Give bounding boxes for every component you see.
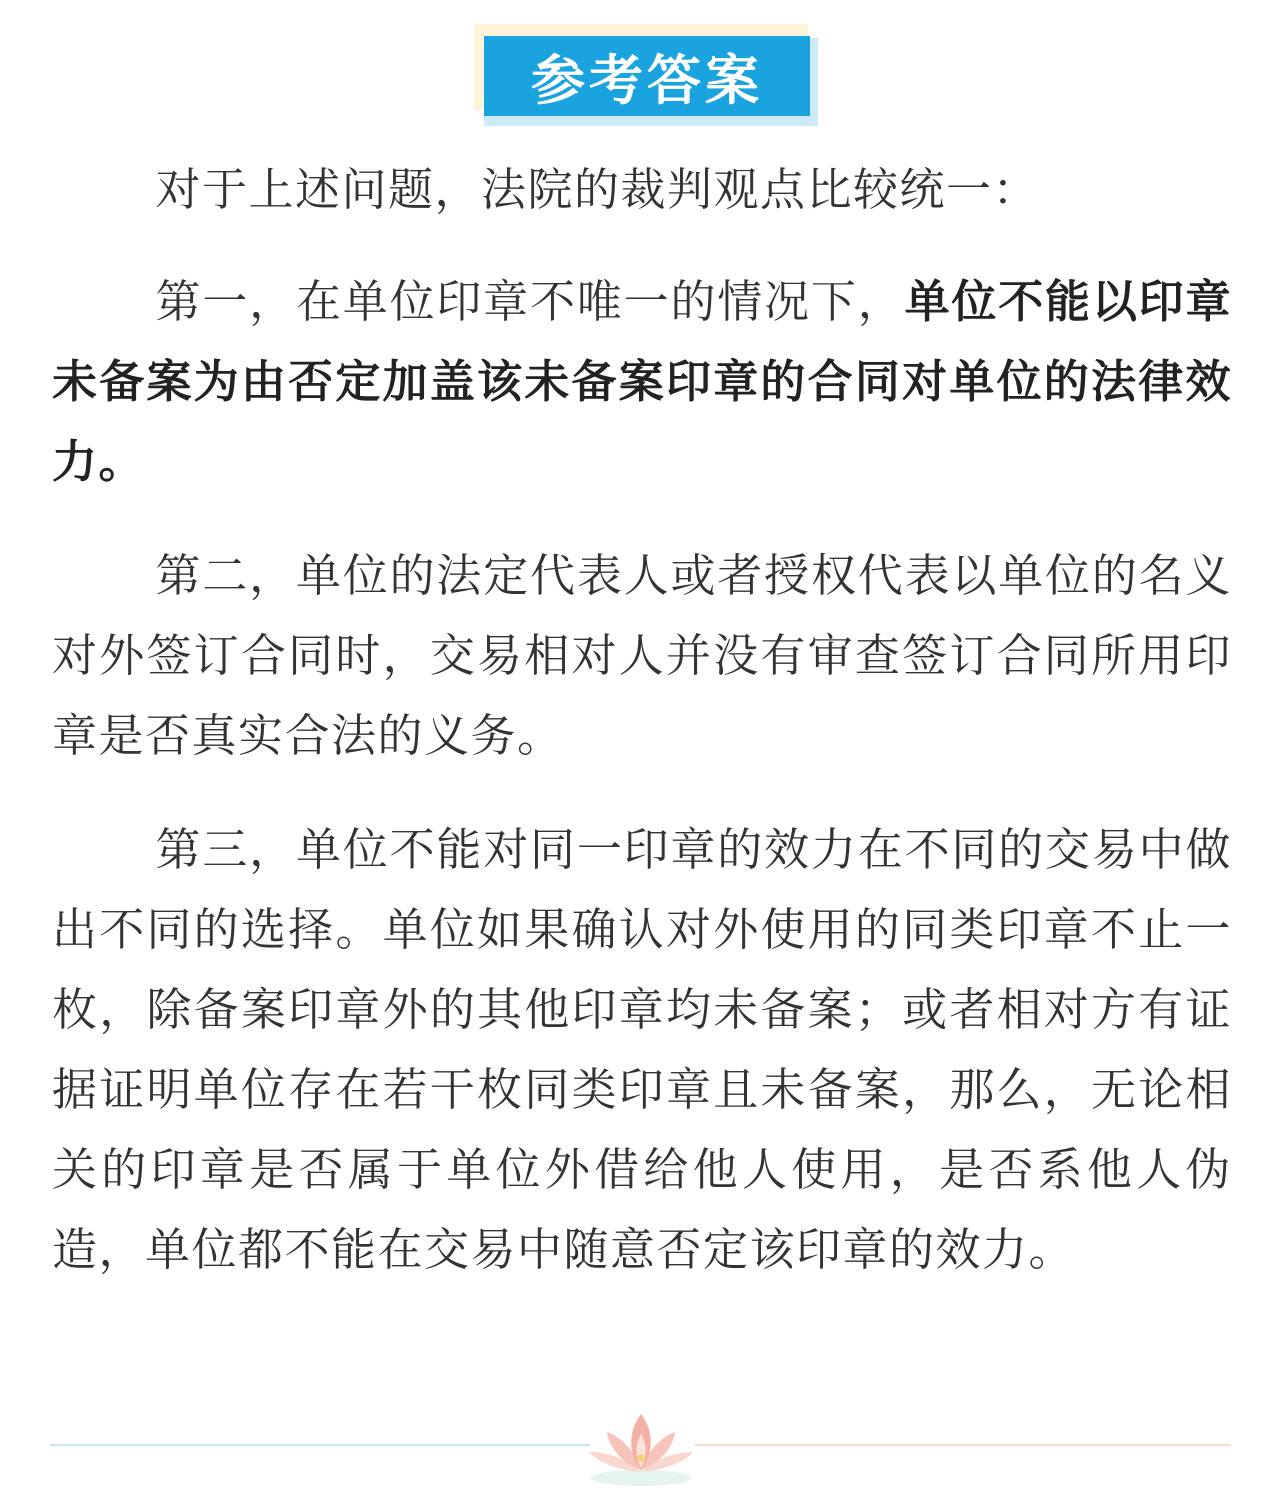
title-box bbox=[484, 36, 810, 116]
page-title: 参考答案 bbox=[531, 48, 763, 112]
footer-divider-left bbox=[50, 1444, 590, 1446]
point-one-lead: 第一，在单位印章不唯一的情况下， bbox=[155, 275, 905, 328]
point-one-emphasis: 单位不能以印章未备案为由否定加盖该未备案印章的合同对单位的法律效力。 bbox=[52, 275, 1232, 488]
point-one-paragraph bbox=[52, 262, 1232, 502]
title-banner bbox=[474, 24, 820, 126]
intro-paragraph: 对于上述问题，法院的裁判观点比较统一： bbox=[155, 163, 1040, 216]
point-two-paragraph: 第二，单位的法定代表人或者授权代表以单位的名义对外签订合同时，交易相对人并没有审查签订合同所用印章是否真实合法的义务。 bbox=[52, 549, 1232, 762]
footer-divider-right bbox=[695, 1444, 1231, 1446]
lotus-flower-icon bbox=[585, 1408, 697, 1488]
article-body bbox=[52, 150, 1232, 1290]
point-three-paragraph: 第三，单位不能对同一印章的效力在不同的交易中做出不同的选择。单位如果确认对外使用的同类印章不止一枚，除备案印章外的其他印章均未备案；或者相对方有证据证明单位存在若干枚同类印章且未备案，那么，无论相关的印章是否属于单位外借给他人使用，是否系他人伪造，单位都不能在交易中随意否定该印章的效力。 bbox=[52, 823, 1232, 1276]
